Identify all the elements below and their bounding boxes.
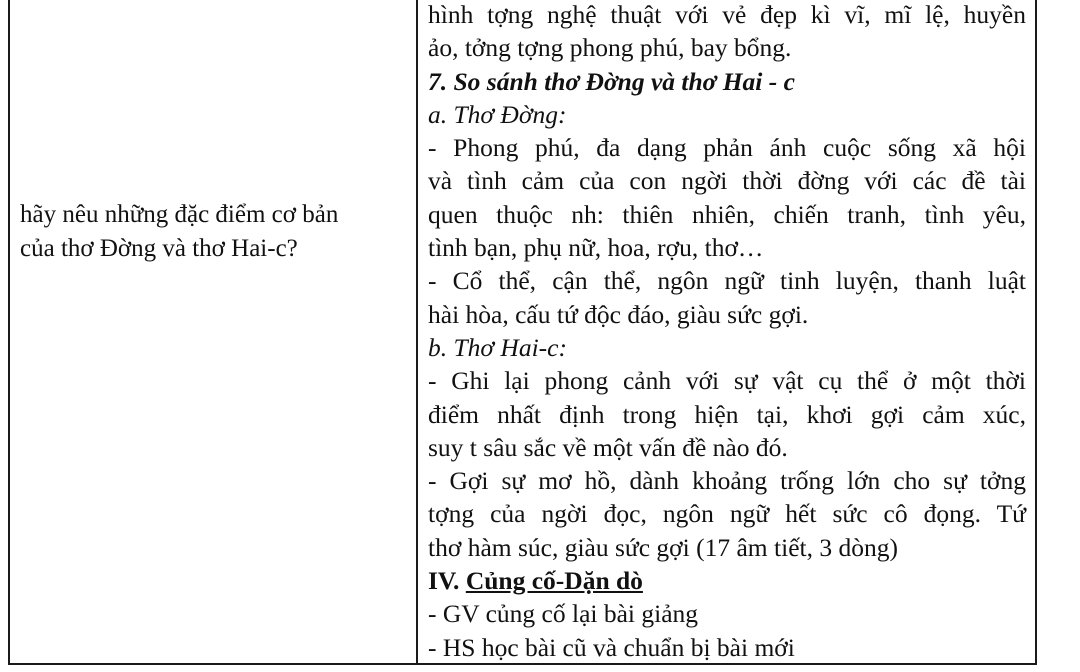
answer-line: - HS học bài cũ và chuẩn bị bài mới	[428, 632, 795, 662]
question-text	[20, 198, 412, 266]
answer-line: thơ hàm súc, giàu sức gợi (17 âm tiết, 3 dòng)	[428, 532, 898, 562]
section-4-number: IV.	[428, 566, 460, 596]
answer-line: tợng của ngời đọc, ngôn ngữ hết sức cô đọng. Tứ	[428, 499, 1026, 529]
answer-line: - GV củng cố lại bài giảng	[428, 599, 699, 629]
question-line: của thơ Đờng và thơ Hai-c?	[20, 235, 298, 262]
answer-line: ảo, tởng tợng phong phú, bay bổng.	[428, 33, 792, 63]
section-4-title: Củng cố-Dặn dò	[465, 566, 643, 596]
section-7-heading: 7. So sánh thơ Đờng và thơ Hai - c	[428, 66, 795, 96]
answer-line: - Phong phú, đa dạng phản ánh cuộc sống xã hội	[428, 133, 1026, 163]
answer-line: - Cổ thể, cận thể, ngôn ngữ tinh luyện, thanh luật	[428, 266, 1026, 296]
answer-text	[428, 0, 1026, 664]
answer-line: và tình cảm của con ngời thời đờng với các đề tài	[428, 166, 1026, 196]
answer-line: điểm nhất định trong hiện tại, khơi gợi cảm xúc,	[428, 399, 1026, 429]
lesson-table	[8, 0, 1037, 665]
question-line: hãy nêu những đặc điểm cơ bản	[20, 201, 339, 228]
answer-line: hình tợng nghệ thuật với vẻ đẹp kì vĩ, mĩ lệ, huyền	[428, 0, 1026, 29]
answer-line: - Gợi sự mơ hồ, dành khoảng trống lớn cho sự tởng	[428, 466, 1026, 496]
answer-line: - Ghi lại phong cảnh với sự vật cụ thể ở một thời	[428, 366, 1026, 396]
question-cell	[10, 0, 418, 663]
answer-cell	[418, 0, 1035, 663]
subheading-a: a. Thơ Đờng:	[428, 99, 567, 129]
answer-line: suy t sâu sắc về một vấn đề nào đó.	[428, 432, 788, 462]
answer-line: tình bạn, phụ nữ, hoa, rợu, thơ…	[428, 233, 764, 263]
answer-line: hài hòa, cấu tứ độc đáo, giàu sức gợi.	[428, 299, 809, 329]
answer-line: quen thuộc nh: thiên nhiên, chiến tranh, tình yêu,	[428, 199, 1026, 229]
subheading-b: b. Thơ Hai-c:	[428, 332, 567, 362]
section-4-heading	[428, 564, 1026, 597]
